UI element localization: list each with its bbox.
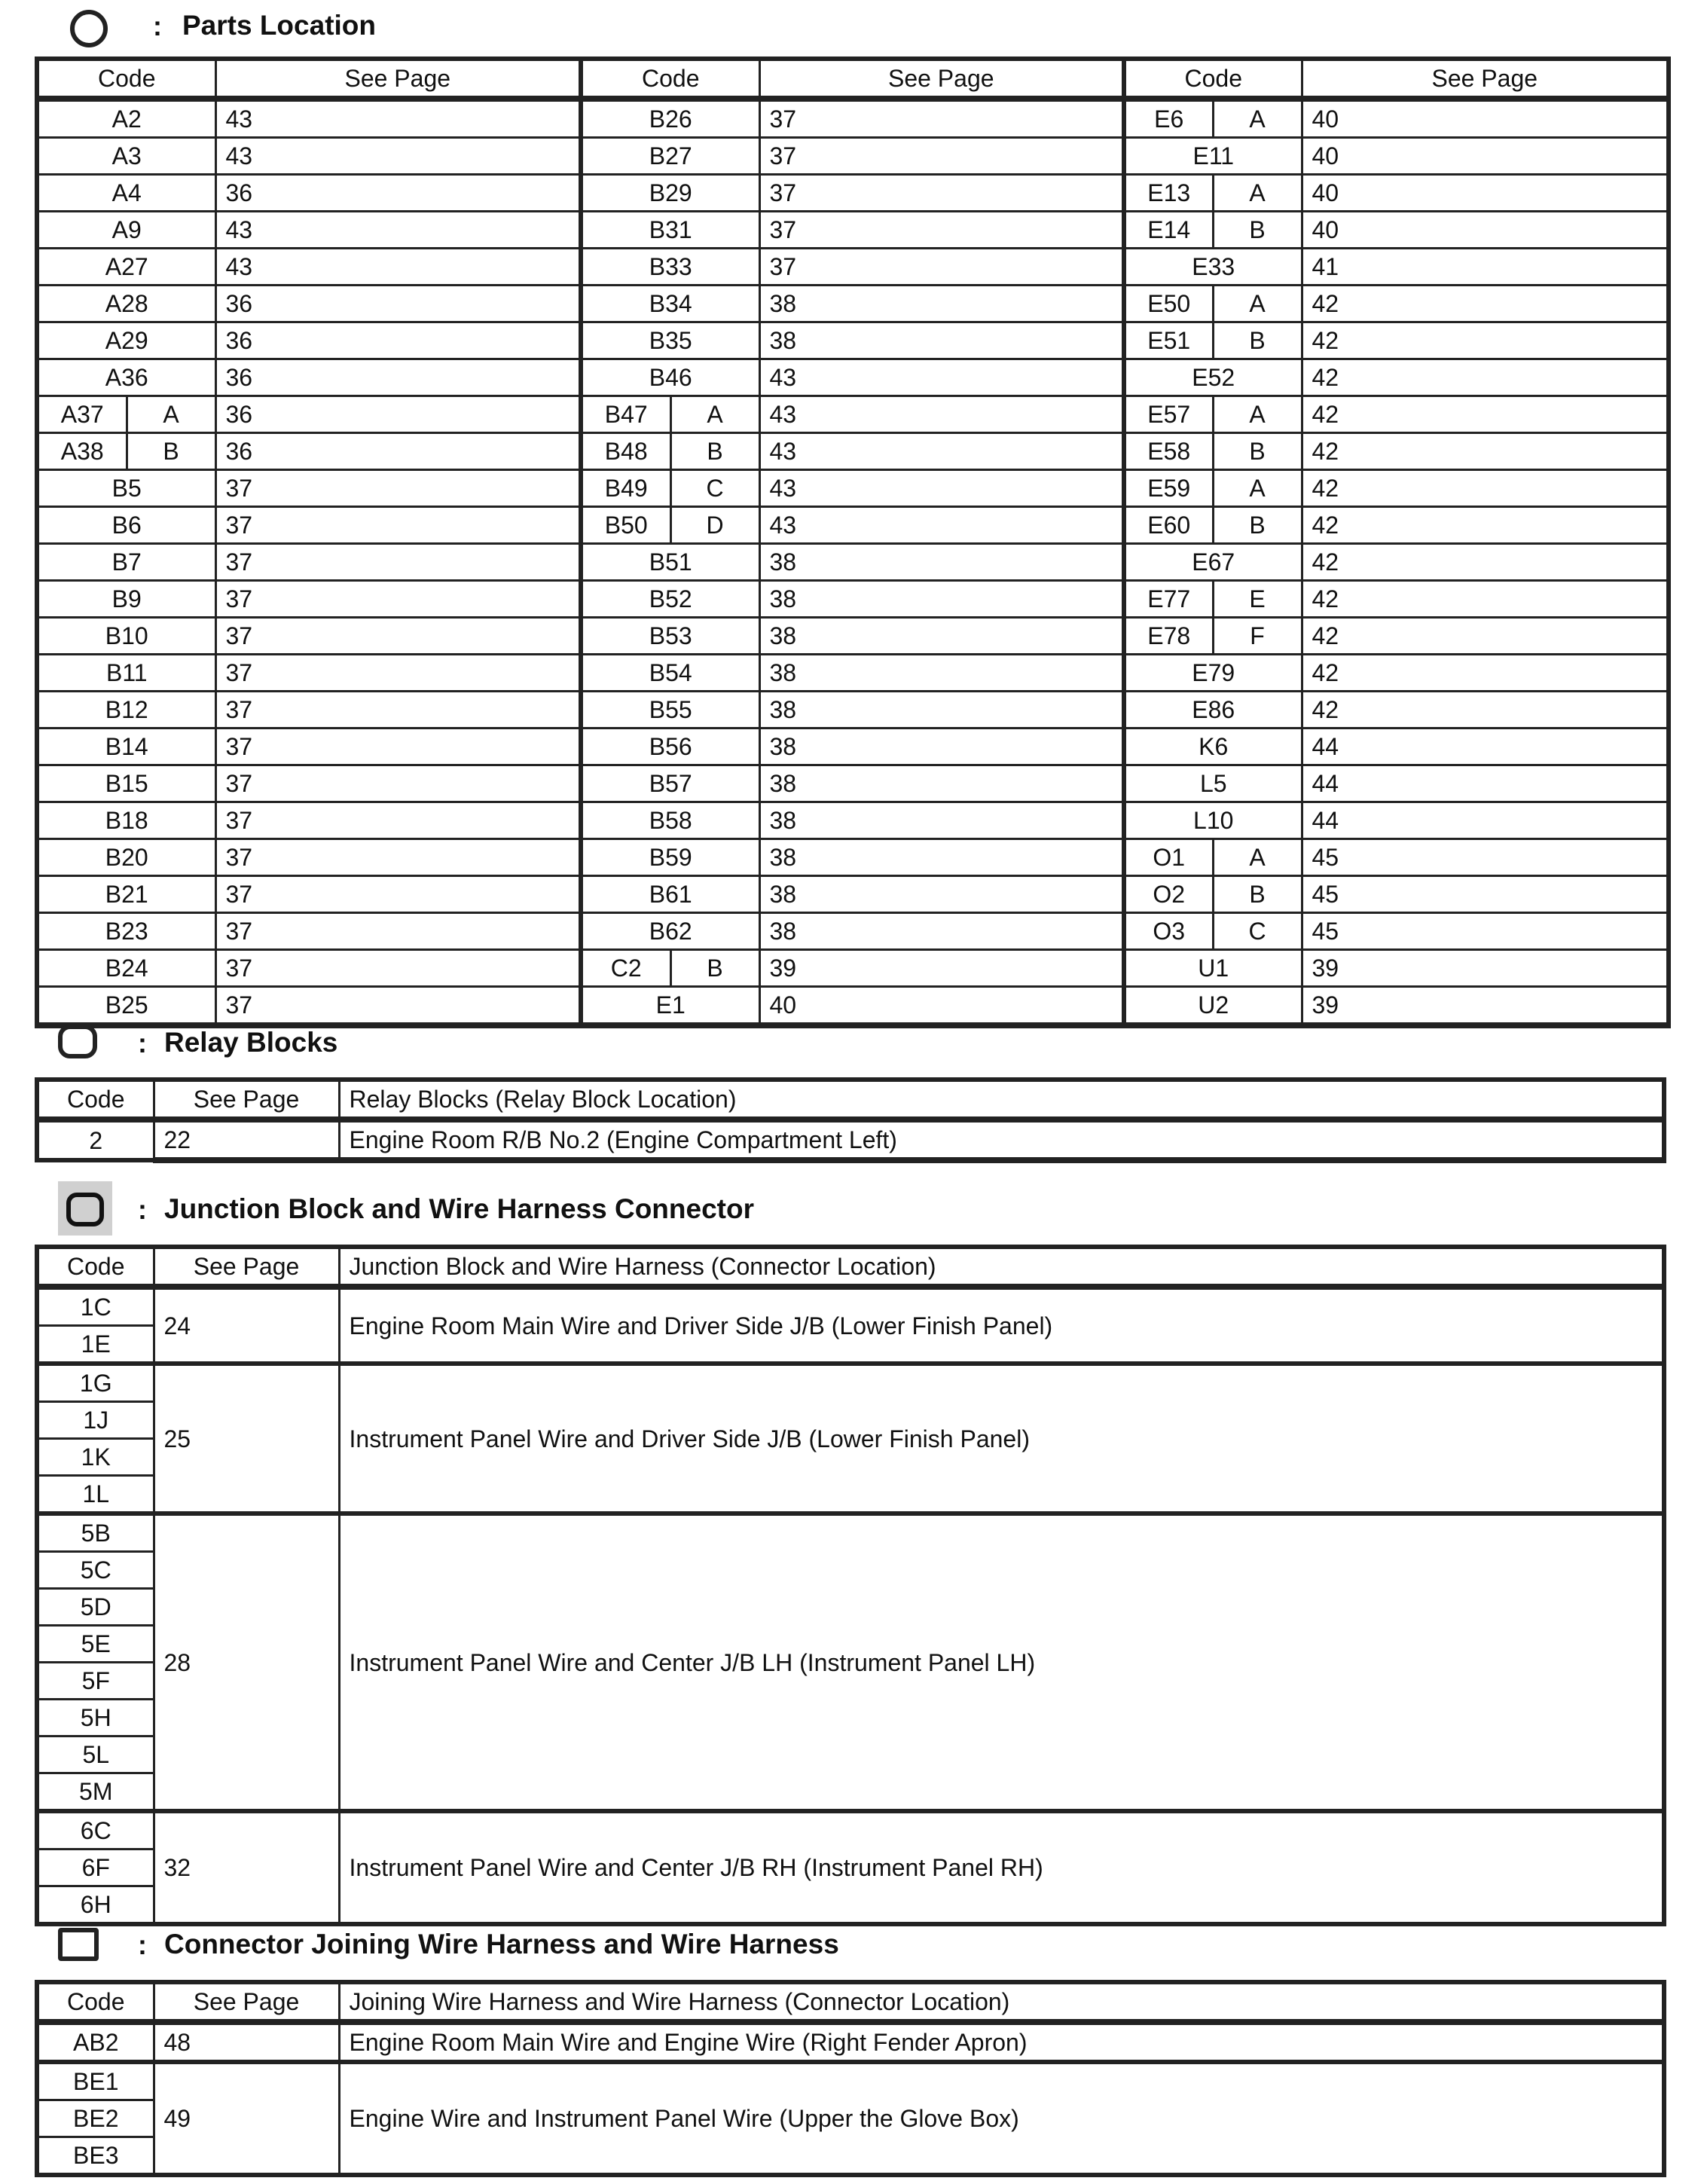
part-code: C2	[581, 950, 670, 987]
part-code: B61	[581, 876, 759, 913]
part-code: E60	[1124, 507, 1213, 544]
part-see-page: 42	[1302, 322, 1669, 359]
part-see-page: 42	[1302, 544, 1669, 581]
part-see-page: 38	[759, 765, 1124, 802]
table-row	[37, 322, 1669, 359]
part-connector-letter: A	[670, 396, 759, 433]
location-description: Engine Wire and Instrument Panel Wire (Upper the Glove Box)	[339, 2062, 1664, 2175]
part-code: B9	[37, 581, 215, 618]
table-row	[37, 692, 1669, 729]
part-code: B10	[37, 618, 215, 655]
part-see-page: 42	[1302, 618, 1669, 655]
table-row	[37, 1364, 1664, 1402]
part-connector-letter: A	[127, 396, 215, 433]
part-code: A36	[37, 359, 215, 396]
part-code: B24	[37, 950, 215, 987]
part-code: A3	[37, 138, 215, 175]
part-code: B53	[581, 618, 759, 655]
table-row	[37, 950, 1669, 987]
part-code: B49	[581, 470, 670, 507]
relay-blocks-table	[35, 1077, 1666, 1163]
part-connector-letter: B	[127, 433, 215, 470]
table-row	[37, 1811, 1664, 1850]
connector-code: 6F	[37, 1850, 154, 1886]
part-see-page: 38	[759, 802, 1124, 839]
section-title: Parts Location	[182, 10, 376, 41]
column-header-code: Code	[37, 1247, 154, 1287]
table-row	[37, 544, 1669, 581]
location-description: Engine Room Main Wire and Engine Wire (Right Fender Apron)	[339, 2022, 1664, 2062]
heading-colon: :	[138, 1028, 147, 1058]
part-code: B56	[581, 729, 759, 765]
part-code: B25	[37, 987, 215, 1026]
part-see-page: 37	[759, 99, 1124, 138]
connector-code: 1J	[37, 1402, 154, 1439]
part-code: B47	[581, 396, 670, 433]
table-row	[37, 359, 1669, 396]
part-see-page: 37	[215, 765, 581, 802]
part-see-page: 37	[215, 802, 581, 839]
part-code: B52	[581, 581, 759, 618]
table-header-row	[37, 1982, 1664, 2022]
column-header-code: Code	[581, 59, 759, 99]
part-see-page: 39	[1302, 950, 1669, 987]
part-code: B5	[37, 470, 215, 507]
column-header-see-page: See Page	[154, 1247, 339, 1287]
column-header-description: Joining Wire Harness and Wire Harness (Connector Location)	[339, 1982, 1664, 2022]
part-see-page: 37	[215, 987, 581, 1026]
part-code: A38	[37, 433, 127, 470]
table-row	[37, 765, 1669, 802]
part-code: B20	[37, 839, 215, 876]
table-row	[37, 507, 1669, 544]
part-code: B51	[581, 544, 759, 581]
table-header-row	[37, 59, 1669, 99]
part-code: B18	[37, 802, 215, 839]
part-see-page: 44	[1302, 729, 1669, 765]
section-title: Relay Blocks	[164, 1027, 338, 1058]
see-page-value: 48	[154, 2022, 339, 2062]
part-code: E58	[1124, 433, 1213, 470]
part-code: B6	[37, 507, 215, 544]
part-see-page: 42	[1302, 396, 1669, 433]
part-see-page: 36	[215, 175, 581, 212]
part-code: E57	[1124, 396, 1213, 433]
part-see-page: 43	[759, 470, 1124, 507]
connector-square-icon	[58, 1928, 99, 1961]
table-row	[37, 729, 1669, 765]
connector-code: BE3	[37, 2137, 154, 2176]
part-code: U2	[1124, 987, 1302, 1026]
part-code: B48	[581, 433, 670, 470]
table-row	[37, 1119, 1664, 1160]
part-see-page: 41	[1302, 249, 1669, 286]
part-see-page: 42	[1302, 286, 1669, 322]
part-connector-letter: C	[1213, 913, 1302, 950]
junction-block-icon	[66, 1193, 104, 1226]
part-code: E50	[1124, 286, 1213, 322]
part-see-page: 37	[215, 839, 581, 876]
column-header-code: Code	[1124, 59, 1302, 99]
part-code: B31	[581, 212, 759, 249]
part-see-page: 38	[759, 839, 1124, 876]
part-see-page: 36	[215, 322, 581, 359]
see-page-value: 32	[154, 1811, 339, 1924]
part-code: O1	[1124, 839, 1213, 876]
part-see-page: 38	[759, 618, 1124, 655]
table-row	[37, 2062, 1664, 2100]
heading-colon: :	[153, 11, 162, 41]
part-see-page: 37	[215, 913, 581, 950]
connector-code: 1G	[37, 1364, 154, 1402]
part-code: A28	[37, 286, 215, 322]
part-code: A29	[37, 322, 215, 359]
table-row	[37, 396, 1669, 433]
table-row	[37, 2022, 1664, 2062]
part-connector-letter: D	[670, 507, 759, 544]
part-code: A4	[37, 175, 215, 212]
connector-code: 5H	[37, 1700, 154, 1737]
part-see-page: 37	[759, 212, 1124, 249]
part-code: E78	[1124, 618, 1213, 655]
part-code: E6	[1124, 99, 1213, 138]
see-page-value: 22	[154, 1119, 339, 1160]
part-see-page: 43	[759, 359, 1124, 396]
part-connector-letter: B	[670, 433, 759, 470]
part-code: B34	[581, 286, 759, 322]
part-code: B33	[581, 249, 759, 286]
part-code: B46	[581, 359, 759, 396]
part-see-page: 44	[1302, 765, 1669, 802]
connector-code: 1K	[37, 1439, 154, 1476]
part-see-page: 36	[215, 286, 581, 322]
connector-code: 5F	[37, 1663, 154, 1700]
part-see-page: 42	[1302, 692, 1669, 729]
part-see-page: 40	[759, 987, 1124, 1026]
part-see-page: 38	[759, 876, 1124, 913]
part-see-page: 42	[1302, 655, 1669, 692]
part-see-page: 43	[215, 249, 581, 286]
location-description: Engine Room Main Wire and Driver Side J/B (Lower Finish Panel)	[339, 1287, 1664, 1364]
table-row	[37, 655, 1669, 692]
part-code: E86	[1124, 692, 1302, 729]
part-see-page: 42	[1302, 581, 1669, 618]
column-header-see-page: See Page	[154, 1080, 339, 1119]
part-code: B59	[581, 839, 759, 876]
part-see-page: 42	[1302, 359, 1669, 396]
part-see-page: 37	[759, 249, 1124, 286]
part-see-page: 43	[215, 212, 581, 249]
column-header-code: Code	[37, 1982, 154, 2022]
heading-colon: :	[138, 1929, 147, 1960]
part-see-page: 45	[1302, 913, 1669, 950]
part-code: E13	[1124, 175, 1213, 212]
connector-code: 5B	[37, 1514, 154, 1552]
part-connector-letter: B	[1213, 433, 1302, 470]
part-see-page: 38	[759, 655, 1124, 692]
part-code: B35	[581, 322, 759, 359]
table-row	[37, 581, 1669, 618]
part-see-page: 38	[759, 544, 1124, 581]
part-see-page: 40	[1302, 212, 1669, 249]
table-row	[37, 802, 1669, 839]
column-header-see-page: See Page	[154, 1982, 339, 2022]
part-see-page: 37	[215, 544, 581, 581]
table-row	[37, 138, 1669, 175]
part-see-page: 43	[215, 138, 581, 175]
part-code: O3	[1124, 913, 1213, 950]
part-code: B29	[581, 175, 759, 212]
part-see-page: 37	[215, 581, 581, 618]
part-connector-letter: C	[670, 470, 759, 507]
table-row	[37, 1514, 1664, 1552]
see-page-value: 28	[154, 1514, 339, 1811]
see-page-value: 49	[154, 2062, 339, 2175]
part-see-page: 44	[1302, 802, 1669, 839]
table-row	[37, 175, 1669, 212]
part-see-page: 37	[215, 729, 581, 765]
table-header-row	[37, 1247, 1664, 1287]
part-code: B7	[37, 544, 215, 581]
part-code: L5	[1124, 765, 1302, 802]
part-code: B11	[37, 655, 215, 692]
connector-code: 5L	[37, 1737, 154, 1773]
connector-code: 1L	[37, 1476, 154, 1514]
part-see-page: 39	[1302, 987, 1669, 1026]
part-code: B26	[581, 99, 759, 138]
parts-location-table	[35, 57, 1671, 1028]
part-see-page: 38	[759, 322, 1124, 359]
part-see-page: 37	[215, 655, 581, 692]
part-code: B21	[37, 876, 215, 913]
part-see-page: 39	[759, 950, 1124, 987]
column-header-code: Code	[37, 59, 215, 99]
location-description: Engine Room R/B No.2 (Engine Compartment Left)	[339, 1119, 1664, 1160]
part-code: B55	[581, 692, 759, 729]
part-code: E52	[1124, 359, 1302, 396]
part-connector-letter: A	[1213, 396, 1302, 433]
part-code: E59	[1124, 470, 1213, 507]
part-code: A2	[37, 99, 215, 138]
part-see-page: 42	[1302, 507, 1669, 544]
location-description: Instrument Panel Wire and Center J/B LH (Instrument Panel LH)	[339, 1514, 1664, 1811]
table-row	[37, 249, 1669, 286]
part-see-page: 37	[215, 876, 581, 913]
part-connector-letter: A	[1213, 470, 1302, 507]
part-see-page: 38	[759, 581, 1124, 618]
part-connector-letter: A	[1213, 175, 1302, 212]
part-code: O2	[1124, 876, 1213, 913]
connector-code: BE1	[37, 2062, 154, 2100]
part-see-page: 36	[215, 433, 581, 470]
table-row	[37, 1287, 1664, 1326]
part-code: E77	[1124, 581, 1213, 618]
column-header-description: Junction Block and Wire Harness (Connector Location)	[339, 1247, 1664, 1287]
part-see-page: 37	[215, 507, 581, 544]
table-row	[37, 987, 1669, 1026]
column-header-see-page: See Page	[215, 59, 581, 99]
part-see-page: 42	[1302, 470, 1669, 507]
relay-block-icon	[58, 1025, 97, 1058]
part-code: B15	[37, 765, 215, 802]
part-connector-letter: B	[1213, 876, 1302, 913]
part-code: L10	[1124, 802, 1302, 839]
part-see-page: 45	[1302, 876, 1669, 913]
part-see-page: 43	[215, 99, 581, 138]
part-code: E51	[1124, 322, 1213, 359]
part-see-page: 40	[1302, 99, 1669, 138]
table-row	[37, 618, 1669, 655]
connector-code: 2	[37, 1119, 154, 1160]
table-row	[37, 839, 1669, 876]
part-code: E14	[1124, 212, 1213, 249]
part-code: K6	[1124, 729, 1302, 765]
part-code: E1	[581, 987, 759, 1026]
part-see-page: 38	[759, 729, 1124, 765]
see-page-value: 25	[154, 1364, 339, 1514]
section-title: Connector Joining Wire Harness and Wire Harness	[164, 1929, 839, 1959]
part-see-page: 36	[215, 359, 581, 396]
part-code: A37	[37, 396, 127, 433]
table-row	[37, 433, 1669, 470]
part-see-page: 37	[759, 175, 1124, 212]
part-connector-letter: A	[1213, 286, 1302, 322]
part-connector-letter: E	[1213, 581, 1302, 618]
part-connector-letter: B	[1213, 322, 1302, 359]
connector-code: 5M	[37, 1773, 154, 1812]
part-code: B57	[581, 765, 759, 802]
part-code: B54	[581, 655, 759, 692]
part-see-page: 38	[759, 692, 1124, 729]
part-code: E79	[1124, 655, 1302, 692]
part-see-page: 40	[1302, 175, 1669, 212]
part-connector-letter: A	[1213, 839, 1302, 876]
table-row	[37, 913, 1669, 950]
junction-block-table	[35, 1245, 1666, 1926]
part-code: B58	[581, 802, 759, 839]
table-row	[37, 99, 1669, 138]
part-connector-letter: B	[1213, 507, 1302, 544]
connector-code: AB2	[37, 2022, 154, 2062]
part-see-page: 43	[759, 396, 1124, 433]
column-header-code: Code	[37, 1080, 154, 1119]
part-code: U1	[1124, 950, 1302, 987]
section-title: Junction Block and Wire Harness Connector	[164, 1193, 754, 1224]
connector-code: 1E	[37, 1326, 154, 1364]
part-see-page: 37	[215, 618, 581, 655]
part-see-page: 38	[759, 913, 1124, 950]
connector-code: 5D	[37, 1589, 154, 1626]
connector-code: 6H	[37, 1886, 154, 1925]
part-see-page: 37	[215, 470, 581, 507]
column-header-description: Relay Blocks (Relay Block Location)	[339, 1080, 1664, 1119]
table-row	[37, 212, 1669, 249]
see-page-value: 24	[154, 1287, 339, 1364]
location-description: Instrument Panel Wire and Center J/B RH (Instrument Panel RH)	[339, 1811, 1664, 1924]
part-connector-letter: B	[1213, 212, 1302, 249]
connector-code: 1C	[37, 1287, 154, 1326]
part-see-page: 40	[1302, 138, 1669, 175]
connector-joining-table	[35, 1980, 1666, 2177]
part-connector-letter: B	[670, 950, 759, 987]
part-code: B62	[581, 913, 759, 950]
part-code: B23	[37, 913, 215, 950]
part-see-page: 43	[759, 507, 1124, 544]
part-code: A27	[37, 249, 215, 286]
part-code: B14	[37, 729, 215, 765]
part-see-page: 42	[1302, 433, 1669, 470]
part-see-page: 38	[759, 286, 1124, 322]
part-connector-letter: A	[1213, 99, 1302, 138]
part-code: E33	[1124, 249, 1302, 286]
part-code: B27	[581, 138, 759, 175]
part-see-page: 37	[215, 950, 581, 987]
part-see-page: 45	[1302, 839, 1669, 876]
column-header-see-page: See Page	[759, 59, 1124, 99]
circle-icon	[70, 10, 108, 47]
part-see-page: 43	[759, 433, 1124, 470]
location-description: Instrument Panel Wire and Driver Side J/B (Lower Finish Panel)	[339, 1364, 1664, 1514]
table-header-row	[37, 1080, 1664, 1119]
part-code: A9	[37, 212, 215, 249]
table-row	[37, 470, 1669, 507]
part-see-page: 37	[215, 692, 581, 729]
part-see-page: 37	[759, 138, 1124, 175]
part-code: E11	[1124, 138, 1302, 175]
part-code: B12	[37, 692, 215, 729]
part-see-page: 36	[215, 396, 581, 433]
column-header-see-page: See Page	[1302, 59, 1669, 99]
connector-code: 6C	[37, 1811, 154, 1850]
connector-code: 5E	[37, 1626, 154, 1663]
table-row	[37, 286, 1669, 322]
part-connector-letter: F	[1213, 618, 1302, 655]
part-code: B50	[581, 507, 670, 544]
table-row	[37, 876, 1669, 913]
part-code: E67	[1124, 544, 1302, 581]
connector-code: BE2	[37, 2100, 154, 2137]
connector-code: 5C	[37, 1552, 154, 1589]
heading-colon: :	[138, 1194, 147, 1225]
